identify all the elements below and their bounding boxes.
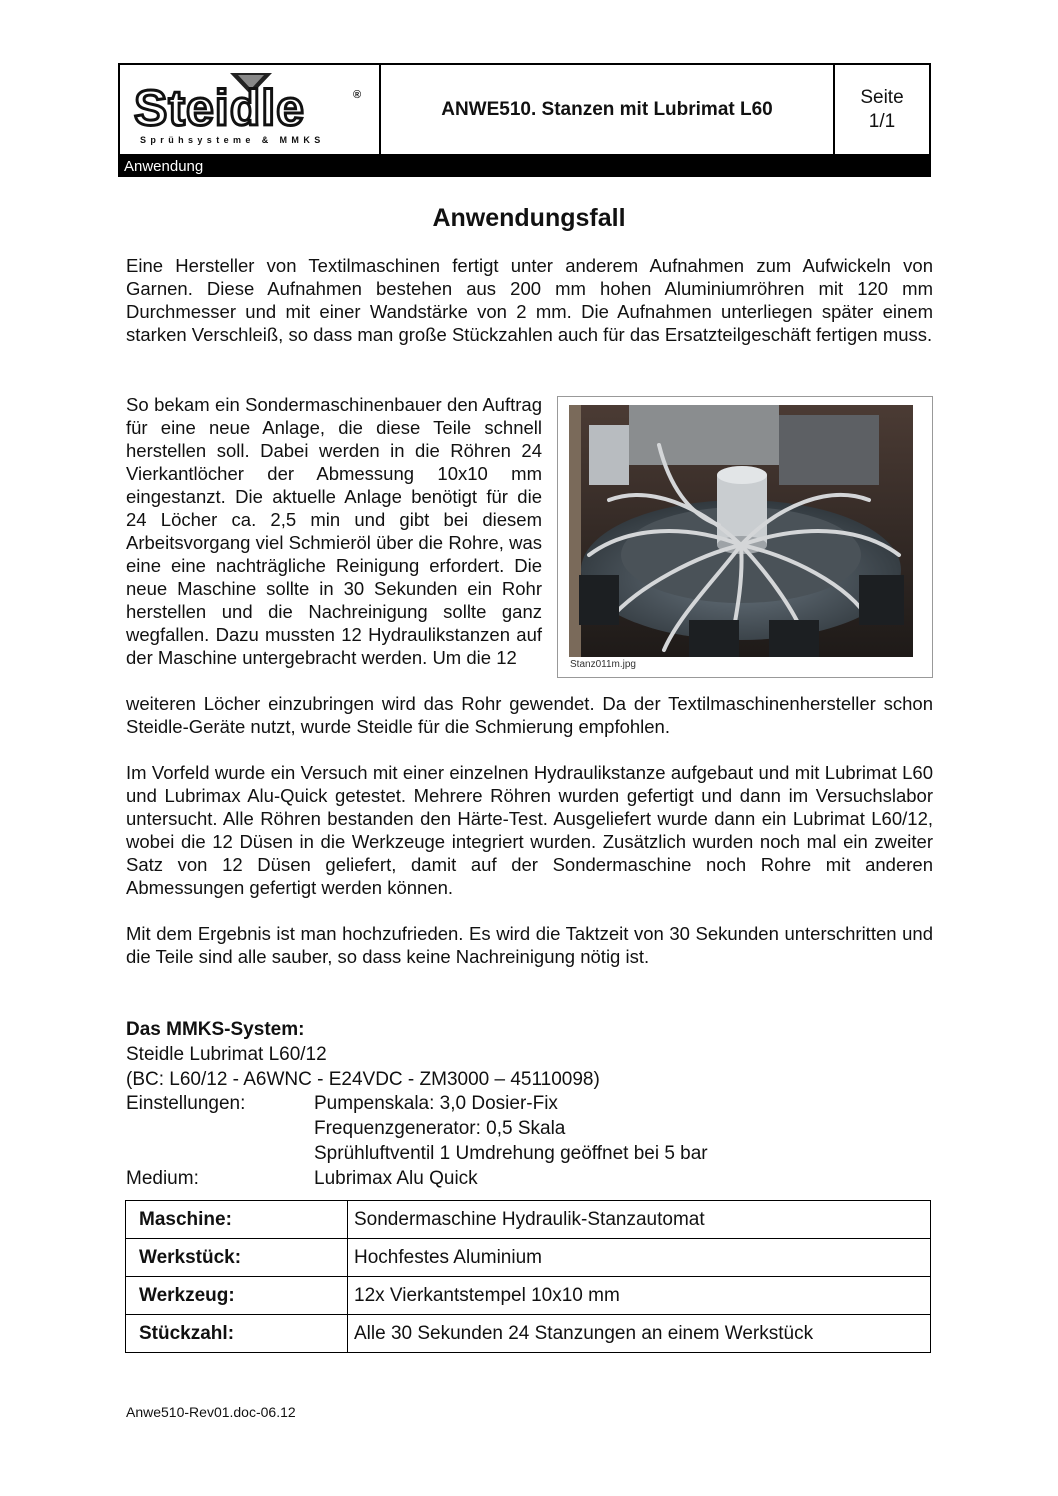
machine-photo (569, 405, 913, 657)
table-row (126, 1201, 931, 1239)
page-label: Seite (860, 86, 904, 108)
spec-value: Hochfestes Aluminium (348, 1239, 931, 1277)
spec-value: Sondermaschine Hydraulik-Stanzautomat (348, 1201, 931, 1239)
medium-label: Medium: (126, 1168, 199, 1189)
spec-value: 12x Vierkantstempel 10x10 mm (348, 1277, 931, 1315)
settings-label: Einstellungen: (126, 1093, 246, 1114)
logo-wordmark: Steidle (134, 80, 305, 136)
spec-key: Werkstück: (126, 1239, 348, 1277)
spec-table (125, 1200, 931, 1353)
photo-caption: Stanz011m.jpg (570, 659, 636, 670)
logo-registered-mark: ® (353, 89, 362, 101)
table-row (126, 1239, 931, 1277)
document-header (118, 63, 931, 156)
paragraph-machine: So bekam ein Sondermaschinenbauer den Auftrag für eine neue Anlage, die diese Teile schnell herstellen soll. Dabei werden in die Röhren 24 Vierkantlöcher der Abmessung 10x10 mm eingestanzt. Die aktuelle Anlage benötigt für die 24 Löcher ca. 2,5 min und gibt bei diesem Arbeitsvorgang viel Schmieröl über die Rohre, was eine eine nachträgliche Reinigung erfordert. Die neue Maschine sollte in 30 Sekunden ein Rohr herstellen und die Nachreinigung sollte ganz wegfallen. Dazu mussten 12 Hydraulikstanzen auf der Maschine untergebracht werden. Um die 12 (126, 394, 542, 668)
paragraph-trial: Im Vorfeld wurde ein Versuch mit einer einzelnen Hydraulikstanze aufgebaut und mit Lubrimat L60 und Lubrimax Alu-Quick getestet. Mehrere Röhren wurden gefertigt und dann im Versuchslabor untersucht. Alle Röhren bestanden den Härte-Test. Ausgeliefert wurde dann ein Lubrimat L60/12, wobei die 12 Düsen in die Werkzeuge integriert wurden. Zusätzlich wurden noch mal ein zweiter Satz von 12 Düsen geliefert, damit auf der Sondermaschine noch Rohre mit anderen Abmessungen gefertigt werden können. (126, 762, 933, 898)
system-code: (BC: L60/12 - A6WNC - E24VDC - ZM3000 – 45110098) (126, 1069, 600, 1090)
logo-tagline: Sprühsysteme & MMKS (140, 135, 325, 145)
setting-valve: Sprühluftventil 1 Umdrehung geöffnet bei 5 bar (314, 1143, 708, 1164)
medium-value: Lubrimax Alu Quick (314, 1168, 478, 1189)
spec-key: Stückzahl: (126, 1315, 348, 1353)
system-heading: Das MMKS-System: (126, 1019, 305, 1040)
page-number: 1/1 (868, 110, 896, 132)
spec-value: Alle 30 Sekunden 24 Stanzungen an einem Werkstück (348, 1315, 931, 1353)
spec-key: Maschine: (126, 1201, 348, 1239)
page-indicator (835, 65, 929, 154)
machine-photo-frame (557, 396, 933, 678)
document-footer: Anwe510-Rev01.doc-06.12 (126, 1404, 296, 1420)
spec-key: Werkzeug: (126, 1277, 348, 1315)
table-row (126, 1277, 931, 1315)
paragraph-machine-cont: weiteren Löcher einzubringen wird das Rohr gewendet. Da der Textilmaschinenhersteller schon Steidle-Geräte nutzt, wurde Steidle für die Schmierung empfohlen. (126, 693, 933, 737)
paragraph-result: Mit dem Ergebnis ist man hochzufrieden. Es wird die Taktzeit von 30 Sekunden unterschritten und die Teile sind alle sauber, so dass keine Nachreinigung nötig ist. (126, 923, 933, 967)
table-row (126, 1315, 931, 1353)
setting-frequency: Frequenzgenerator: 0,5 Skala (314, 1118, 566, 1139)
paragraph-intro: Eine Hersteller von Textilmaschinen fertigt unter anderem Aufnahmen zum Aufwickeln von Garnen. Diese Aufnahmen bestehen aus 200 mm hohen Aluminiumröhren mit 120 mm Durchmesser und mit einer Wandstärke von 2 mm. Die Aufnahmen unterliegen später einem starken Verschleiß, so dass man große Stückzahlen auch für das Ersatzteilgeschäft fertigen muss. (126, 255, 933, 345)
section-bar: Anwendung (118, 156, 931, 177)
company-logo (120, 65, 381, 154)
system-model: Steidle Lubrimat L60/12 (126, 1044, 327, 1065)
setting-pump: Pumpenskala: 3,0 Dosier-Fix (314, 1093, 558, 1114)
page-heading: Anwendungsfall (432, 204, 626, 232)
document-title: ANWE510. Stanzen mit Lubrimat L60 (381, 65, 835, 154)
